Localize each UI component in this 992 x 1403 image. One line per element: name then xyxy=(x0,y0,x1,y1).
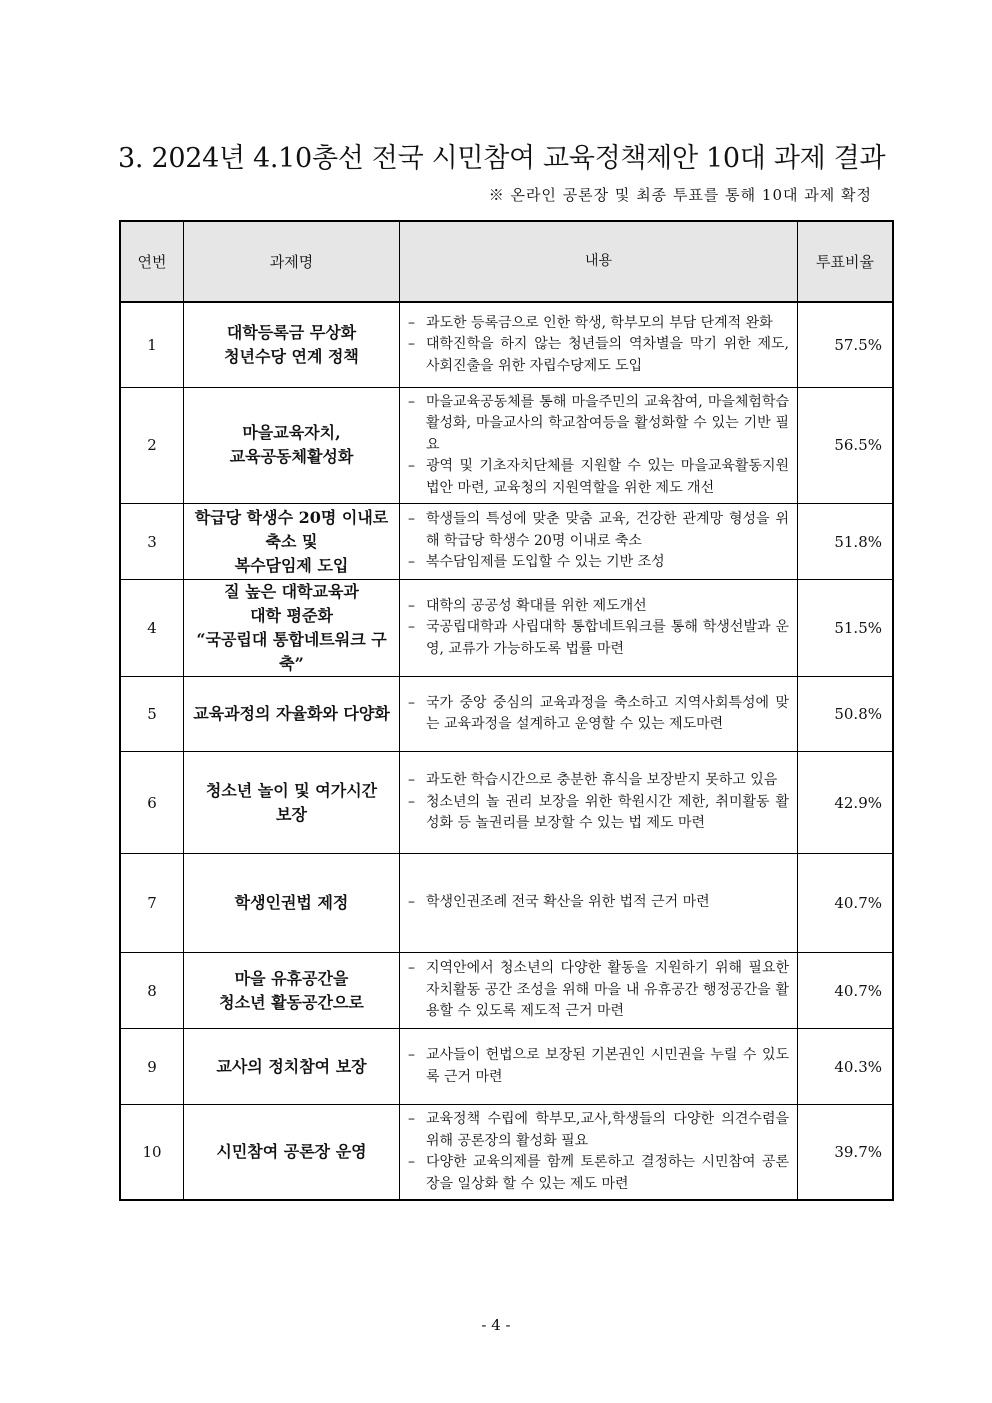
task-name xyxy=(184,387,400,504)
bullet-text: 학생인권조례 전국 확산을 위한 법적 근거 마련 xyxy=(426,894,710,911)
description-bullet xyxy=(408,617,789,660)
task-name-line: 학급당 학생수 20명 이내로 xyxy=(194,507,389,527)
bullet-text: 청소년의 놀 권리 보장을 위한 학원시간 제한, 취미활동 활성화 등 놀권리를 보장할 수 있는 법 제도 마련 xyxy=(426,793,789,832)
description-bullet xyxy=(408,1109,789,1152)
task-name xyxy=(184,1105,400,1201)
table-row xyxy=(120,302,893,387)
task-name-line: 교사의 정치참여 보장 xyxy=(216,1056,367,1076)
description-bullet xyxy=(408,552,789,574)
row-number: 2 xyxy=(120,387,184,504)
bullet-dash: – xyxy=(408,314,415,331)
vote-rate: 51.8% xyxy=(798,504,894,580)
row-number: 1 xyxy=(120,302,184,387)
bullet-dash: – xyxy=(408,694,415,711)
bullet-text: 지역안에서 청소년의 다양한 활동을 지원하기 위해 필요한 자치활동 공간 조성을 위해 마을 내 유휴공간 행정공간을 활용할 수 있도록 제도적 근거 마련 xyxy=(426,960,789,1020)
task-description xyxy=(400,854,798,953)
task-description xyxy=(400,953,798,1029)
table-header-row xyxy=(120,221,893,302)
task-description xyxy=(400,580,798,677)
task-name xyxy=(184,677,400,752)
task-description xyxy=(400,752,798,854)
bullet-dash: – xyxy=(408,960,415,977)
table-row xyxy=(120,504,893,580)
task-name-line: 청년수당 연계 정책 xyxy=(224,346,359,366)
row-number: 10 xyxy=(120,1105,184,1201)
task-name-line: 대학 평준화 xyxy=(250,606,333,625)
task-description xyxy=(400,387,798,504)
task-name xyxy=(184,302,400,387)
description-bullet xyxy=(408,392,789,457)
bullet-dash: – xyxy=(408,1047,415,1063)
task-name-line: 질 높은 대학교육과 xyxy=(224,582,359,601)
vote-rate: 42.9% xyxy=(798,752,894,854)
description-bullet xyxy=(408,313,789,335)
task-name-line: 청소년 놀이 및 여가시간 xyxy=(205,780,378,800)
header-desc: 내용 xyxy=(400,221,798,302)
bullet-text: 대학의 공공성 확대를 위한 제도개선 xyxy=(426,597,647,614)
task-name-line: 축소 및 xyxy=(265,531,318,551)
task-name-line: 마을교육자치, xyxy=(242,423,341,443)
task-name-line: 청소년 활동공간으로 xyxy=(219,992,364,1012)
table-row xyxy=(120,387,893,504)
task-description xyxy=(400,677,798,752)
row-number: 5 xyxy=(120,677,184,752)
bullet-dash: – xyxy=(408,772,415,789)
bullet-dash: – xyxy=(408,511,415,528)
vote-rate: 40.7% xyxy=(798,854,894,953)
task-name xyxy=(184,580,400,677)
task-name-line: “국공립대 통합네트워크 구축” xyxy=(196,630,387,673)
row-number: 6 xyxy=(120,752,184,854)
vote-rate: 51.5% xyxy=(798,580,894,677)
task-name-line: 교육과정의 자율화와 다양화 xyxy=(193,704,390,723)
description-bullet xyxy=(408,509,789,552)
task-name xyxy=(184,854,400,953)
bullet-dash: – xyxy=(408,619,415,636)
header-name: 과제명 xyxy=(184,221,400,302)
header-no: 연번 xyxy=(120,221,184,302)
bullet-text: 광역 및 기초자치단체를 지원할 수 있는 마을교육활동지원법안 마련, 교육청의 지원역할을 위한 제도 개선 xyxy=(426,458,789,496)
task-name xyxy=(184,504,400,580)
note-text: ※ 온라인 공론장 및 최종 투표를 통해 10대 과제 확정 xyxy=(488,186,872,204)
table-row xyxy=(120,953,893,1029)
task-name xyxy=(184,1029,400,1105)
task-name-line: 학생인권법 제정 xyxy=(234,893,349,912)
bullet-dash: – xyxy=(408,336,415,352)
bullet-text: 다양한 교육의제를 함께 토론하고 결정하는 시민참여 공론장을 일상화 할 수 있는 제도 마련 xyxy=(426,1154,789,1192)
description-bullet xyxy=(408,792,789,835)
table-row xyxy=(120,752,893,854)
row-number: 4 xyxy=(120,580,184,677)
bullet-dash: – xyxy=(408,793,415,810)
description-bullet xyxy=(408,596,789,618)
table-row xyxy=(120,1029,893,1105)
bullet-text: 국가 중앙 중심의 교육과정을 축소하고 지역사회특성에 맞는 교육과정을 설계하고 운영할 수 있는 제도마련 xyxy=(426,694,789,732)
task-description xyxy=(400,1105,798,1201)
row-number: 8 xyxy=(120,953,184,1029)
table-row xyxy=(120,677,893,752)
row-number: 9 xyxy=(120,1029,184,1105)
task-name-line: 마을 유휴공간을 xyxy=(234,968,349,988)
table-row xyxy=(120,854,893,953)
table-row xyxy=(120,1105,893,1201)
description-bullet xyxy=(408,1152,789,1195)
task-description xyxy=(400,1029,798,1105)
task-description xyxy=(400,302,798,387)
bullet-text: 국공립대학과 사립대학 통합네트워크를 통해 학생선발과 운영, 교류가 가능하도록 법률 마련 xyxy=(426,619,789,657)
row-number: 3 xyxy=(120,504,184,580)
policy-table xyxy=(119,220,894,1201)
description-bullet xyxy=(408,693,789,736)
header-rate: 투표비율 xyxy=(798,221,894,302)
bullet-dash: – xyxy=(408,393,415,410)
bullet-text: 학생들의 특성에 맞춘 맞춤 교육, 건강한 관계망 형성을 위해 학급당 학생수 20명 이내로 축소 xyxy=(426,511,789,549)
vote-rate: 50.8% xyxy=(798,677,894,752)
description-bullet xyxy=(408,456,789,499)
bullet-dash: – xyxy=(408,1111,415,1127)
task-name-line: 대학등록금 무상화 xyxy=(226,322,357,342)
bullet-text: 교사들이 헌법으로 보장된 기본권인 시민권을 누릴 수 있도록 근거 마련 xyxy=(426,1047,789,1085)
task-name-line: 보장 xyxy=(276,804,307,824)
bullet-dash: – xyxy=(408,597,415,614)
vote-rate: 40.7% xyxy=(798,953,894,1029)
task-name-line: 시민참여 공론장 운영 xyxy=(216,1142,367,1161)
bullet-text: 대학진학을 하지 않는 청년들의 역차별을 막기 위한 제도, 사회진출을 위한 자립수당제도 도입 xyxy=(426,336,789,374)
page-title: 3. 2024년 4.10총선 전국 시민참여 교육정책제안 10대 과제 결과 xyxy=(118,143,886,174)
description-bullet xyxy=(408,892,789,914)
bullet-text: 복수담임제를 도입할 수 있는 기반 조성 xyxy=(426,554,665,571)
bullet-dash: – xyxy=(408,554,415,571)
page-number: - 4 - xyxy=(481,1316,511,1334)
bullet-text: 과도한 등록금으로 인한 학생, 학부모의 부담 단계적 완화 xyxy=(426,314,773,331)
bullet-dash: – xyxy=(408,1154,415,1170)
description-bullet xyxy=(408,958,789,1023)
description-bullet xyxy=(408,1045,789,1088)
task-description xyxy=(400,504,798,580)
row-number: 7 xyxy=(120,854,184,953)
bullet-text: 마을교육공동체를 통해 마을주민의 교육참여, 마을체험학습 활성화, 마을교사의 학교참여등을 활성화할 수 있는 기반 필요 xyxy=(426,393,789,453)
task-name xyxy=(184,953,400,1029)
task-name-line: 복수담임제 도입 xyxy=(234,555,349,575)
vote-rate: 40.3% xyxy=(798,1029,894,1105)
description-bullet xyxy=(408,334,789,377)
bullet-text: 교육정책 수립에 학부모,교사,학생들의 다양한 의견수렴을 위해 공론장의 활성화 필요 xyxy=(426,1111,789,1149)
task-name xyxy=(184,752,400,854)
bullet-text: 과도한 학습시간으로 충분한 휴식을 보장받지 못하고 있음 xyxy=(426,772,778,789)
vote-rate: 57.5% xyxy=(798,302,894,387)
vote-rate: 39.7% xyxy=(798,1105,894,1201)
bullet-dash: – xyxy=(408,894,415,911)
bullet-dash: – xyxy=(408,458,415,474)
vote-rate: 56.5% xyxy=(798,387,894,504)
table-row xyxy=(120,580,893,677)
description-bullet xyxy=(408,770,789,792)
task-name-line: 교육공동체활성화 xyxy=(229,447,354,467)
